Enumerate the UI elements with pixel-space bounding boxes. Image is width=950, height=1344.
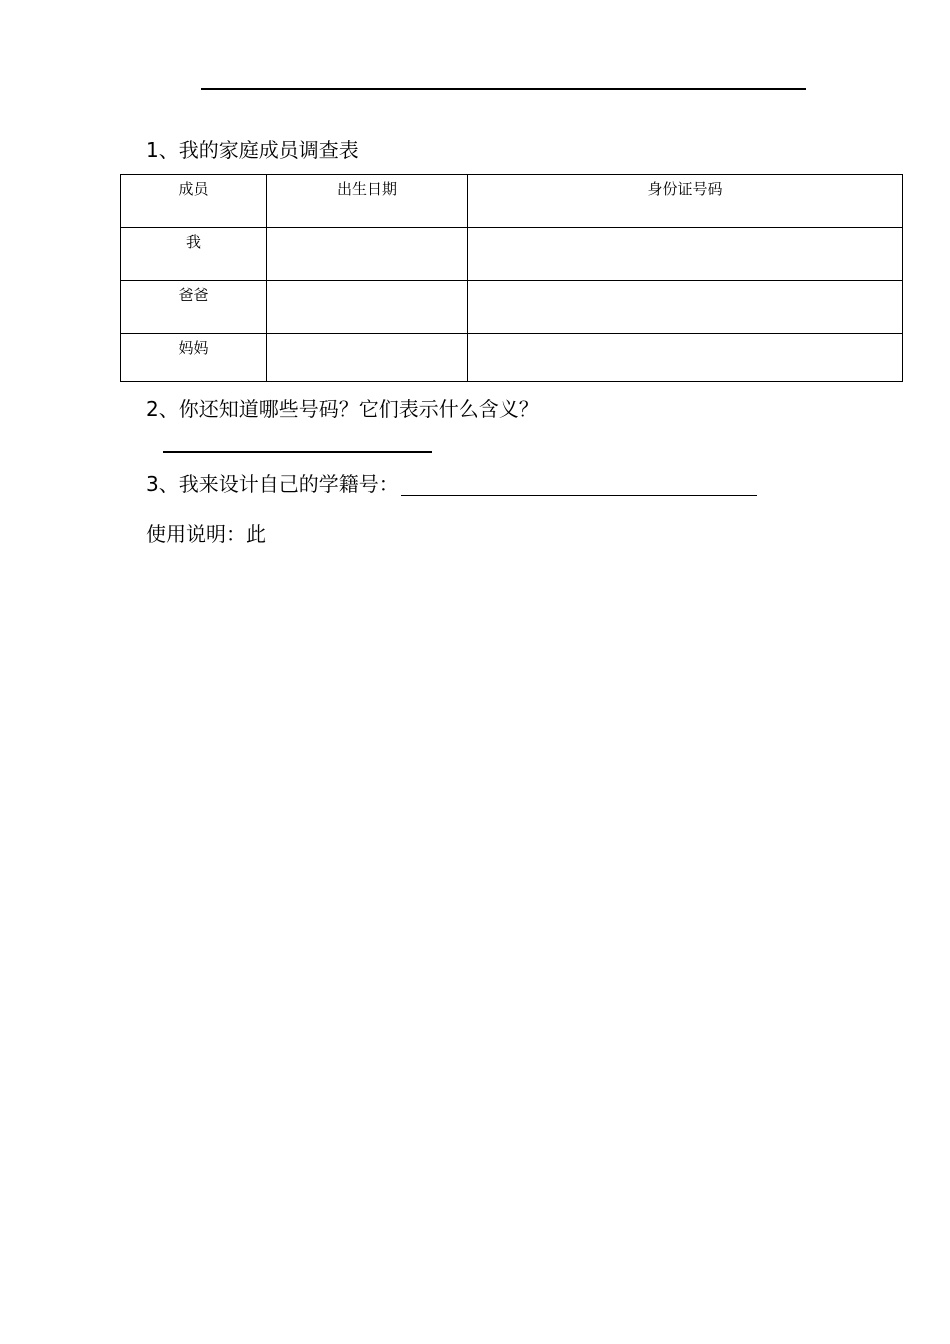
member-cell: 爸爸 xyxy=(121,281,267,334)
id-number-cell[interactable] xyxy=(468,334,903,382)
header-member: 成员 xyxy=(121,175,267,228)
question-1-title: 1、我的家庭成员调查表 xyxy=(146,138,359,162)
top-title-rule xyxy=(201,88,806,90)
member-cell: 妈妈 xyxy=(121,334,267,382)
question-3-text: 3、我来设计自己的学籍号： xyxy=(146,472,399,496)
family-members-table xyxy=(120,174,903,382)
id-number-cell[interactable] xyxy=(468,281,903,334)
birth-date-cell[interactable] xyxy=(267,228,468,281)
table-row xyxy=(121,281,903,334)
answer-line-question-2[interactable] xyxy=(163,451,432,453)
table-row xyxy=(121,228,903,281)
answer-line-question-3[interactable] xyxy=(401,475,757,496)
usage-note: 使用说明：此 xyxy=(146,522,266,546)
header-birth-date: 出生日期 xyxy=(267,175,468,228)
question-3 xyxy=(146,472,757,496)
table-row xyxy=(121,334,903,382)
member-cell: 我 xyxy=(121,228,267,281)
header-id-number: 身份证号码 xyxy=(468,175,903,228)
birth-date-cell[interactable] xyxy=(267,281,468,334)
birth-date-cell[interactable] xyxy=(267,334,468,382)
question-2-text: 2、你还知道哪些号码？它们表示什么含义？ xyxy=(146,397,539,421)
table-header-row xyxy=(121,175,903,228)
id-number-cell[interactable] xyxy=(468,228,903,281)
